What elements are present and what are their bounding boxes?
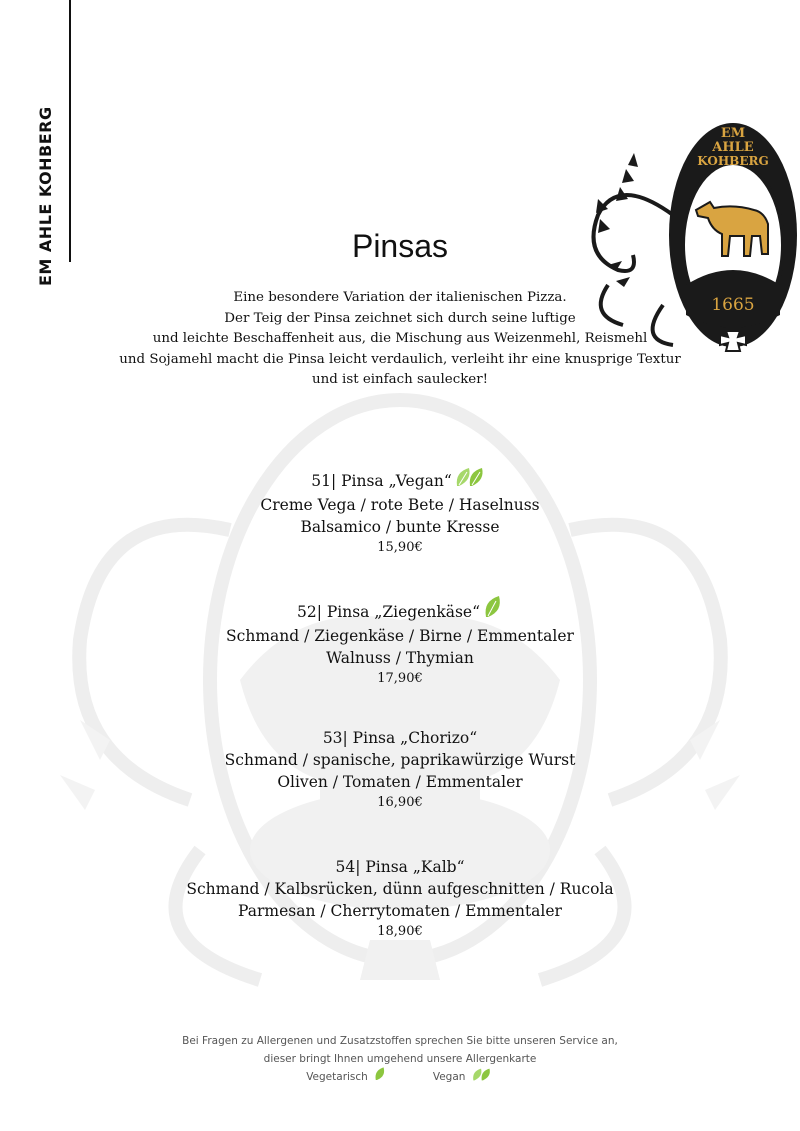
dish-description: Parmesan / Cherrytomaten / Emmentaler (238, 902, 562, 920)
legend-vegan-label: Vegan (432, 1071, 466, 1083)
side-brand-text: EM AHLE KOHBERG (36, 106, 55, 286)
allergen-note (0, 1032, 800, 1068)
dish-description: Schmand / Kalbsrücken, dünn aufgeschnitten / Rucola (186, 880, 614, 898)
menu-item (0, 727, 800, 813)
dish-price: 18,90€ (377, 924, 423, 939)
dish-name: 53| Pinsa „Chorizo“ (322, 729, 478, 747)
dish-price: 17,90€ (377, 671, 423, 686)
vegetarian-icon (483, 595, 503, 625)
intro-line: und ist einfach saulecker! (311, 372, 489, 387)
vegetarian-icon (374, 1066, 386, 1085)
vegan-icon (472, 1067, 494, 1085)
svg-text:EM: EM (720, 126, 746, 141)
intro-text (0, 288, 800, 391)
logo-year: 1665 (711, 295, 755, 315)
intro-line: Der Teig der Pinsa zeichnet sich durch seine luftige (224, 310, 576, 326)
dish-description: Balsamico / bunte Kresse (300, 518, 500, 536)
menu-item (0, 466, 800, 558)
dish-name: 52| Pinsa „Ziegenkäse“ (296, 603, 481, 621)
diet-legend (0, 1066, 800, 1085)
intro-line: Eine besondere Variation der italienischen Pizza. (233, 290, 567, 305)
dish-description: Schmand / Ziegenkäse / Birne / Emmentaler (226, 627, 574, 645)
svg-text:AHLE: AHLE (712, 140, 754, 155)
vegan-icon (455, 466, 489, 494)
dish-description: Schmand / spanische, paprikawürzige Wurst (224, 751, 576, 769)
page-title: Pinsas (351, 228, 449, 264)
intro-line: und leichte Beschaffenheit aus, die Mischung aus Weizenmehl, Reismehl (152, 331, 648, 346)
allergen-note-line: dieser bringt Ihnen umgehend unsere Allergenkarte (263, 1053, 537, 1065)
dish-name: 51| Pinsa „Vegan“ (311, 472, 452, 490)
intro-line: und Sojamehl macht die Pinsa leicht verdaulich, verleiht ihr eine knusprige Textur (119, 351, 681, 367)
menu-item (0, 856, 800, 942)
svg-text:KOHBERG: KOHBERG (697, 154, 769, 168)
menu-item (0, 595, 800, 689)
dish-name: 54| Pinsa „Kalb“ (335, 858, 465, 876)
dish-description: Walnuss / Thymian (326, 649, 474, 667)
legend-vegetarian-label: Vegetarisch (306, 1071, 368, 1083)
dish-price: 15,90€ (377, 540, 423, 555)
dish-price: 16,90€ (377, 795, 423, 810)
dish-description: Oliven / Tomaten / Emmentaler (277, 773, 523, 791)
dish-description: Creme Vega / rote Bete / Haselnuss (260, 496, 540, 514)
side-rule (69, 0, 71, 262)
allergen-note-line: Bei Fragen zu Allergenen und Zusatzstoffen sprechen Sie bitte unseren Service an, (182, 1035, 618, 1047)
